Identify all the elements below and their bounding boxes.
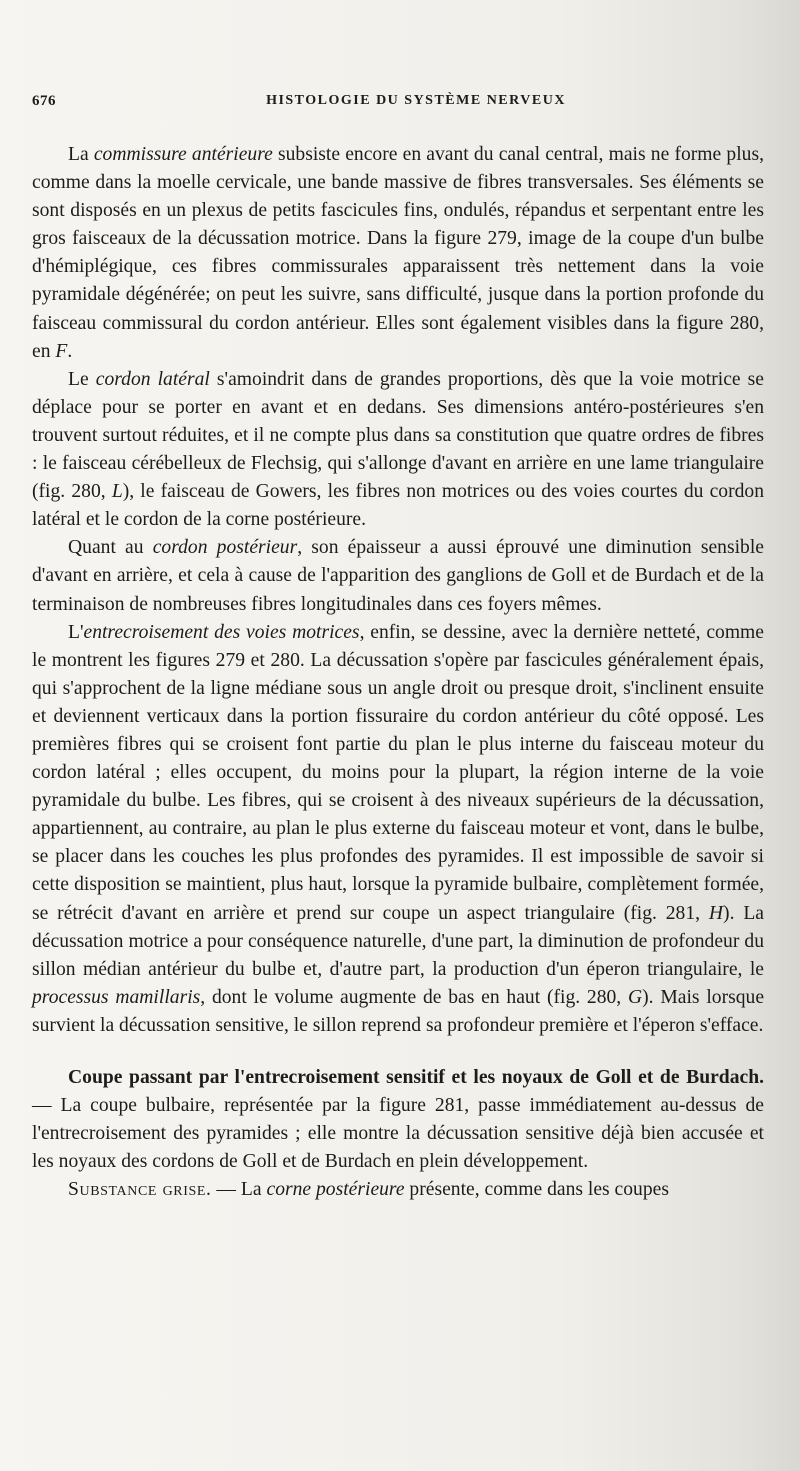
italic-text: processus mamillaris xyxy=(32,986,201,1008)
italic-text: corne postérieure xyxy=(266,1179,405,1201)
paragraph-cordon-lateral xyxy=(32,366,764,535)
text-run: L' xyxy=(68,621,84,643)
italic-text: H xyxy=(708,902,724,924)
text-run: s'amoindrit dans de grandes proportions, dès que la voie motrice se déplace pour se porter en avant et en dedans. Ses dimensions antéro-postérieures s'en trouvent surtout réduites, et il ne compte plus dans sa constitution que quatre ordres de fibres : le faisceau cérébelleux de Flechsig, qui s'allonge d'avant en arrière en une lame triangulaire (fig. 280, xyxy=(32,368,764,503)
italic-text: cordon postérieur xyxy=(152,537,298,559)
text-run: , son épaisseur a aussi éprouvé une diminution sensible d'avant en arrière, et cela à cause de l'apparition des ganglions de Goll et de Burdach et de la terminaison de nombreuses fibres longitudinales dans ces foyers mêmes. xyxy=(32,537,764,615)
paragraph-entrecroisement xyxy=(32,619,764,1040)
page-header xyxy=(32,93,760,115)
text-run: présente, comme dans les coupes xyxy=(404,1179,669,1201)
text-run: Le xyxy=(68,368,96,390)
italic-text: cordon latéral xyxy=(95,368,210,390)
text-run: — La xyxy=(211,1179,267,1201)
paragraph-coupe-sensitif xyxy=(32,1064,764,1176)
paragraph-substance-grise xyxy=(32,1176,764,1204)
body-text xyxy=(32,141,764,1204)
text-run: ). Mais lorsque survient la décussation sensitive, le sillon reprend sa profondeur première et l'éperon s'efface. xyxy=(32,986,765,1036)
italic-text: entrecroisement des voies motrices xyxy=(83,621,360,643)
text-run: ), le faisceau de Gowers, les fibres non motrices ou des voies courtes du cordon latéral et le cordon de la corne postérieure. xyxy=(32,481,764,531)
paragraph-cordon-posterieur xyxy=(32,534,764,618)
small-caps-heading: Substance grise. xyxy=(68,1179,212,1201)
text-run: , enfin, se dessine, avec la dernière netteté, comme le montrent les figures 279 et 280. La décussation s'opère par fascicules généralement épais, qui s'approchent de la ligne médiane sous un angle droit ou presque droit, s'inclinent ensuite et deviennent verticaux dans la portion fissuraire du cordon antérieur du côté opposé. Les premières fibres qui se croisent font partie du plan le plus interne du faisceau moteur du cordon latéral ; elles occupent, du moins pour la plupart, la région interne de la voie pyramidale du bulbe. Les fibres, qui se croisent à des niveaux supérieurs de la décussation, appartiennent, au contraire, au plan le plus externe du faisceau moteur et vont, dans le bulbe, se placer dans les couches les plus profondes des pyramides. Il est impossible de savoir si cette disposition se maintient, plus haut, lorsque la pyramide bulbaire, complètement formée, se rétrécit d'avant en arrière et prend sur coupe un aspect triangulaire (fig. 281, xyxy=(32,621,764,924)
text-run: — La coupe bulbaire, représentée par la figure 281, passe immédiatement au-dessus de l'entrecroisement des pyramides ; elle montre la décussation sensitive déjà bien accusée et les noyaux des cordons de Goll et de Burdach en plein développement. xyxy=(32,1095,764,1173)
text-run: , dont le volume augmente de bas en haut (fig. 280, xyxy=(200,986,628,1008)
page-number: 676 xyxy=(32,93,56,109)
text-run: . xyxy=(67,340,73,362)
bold-heading: Coupe passant par l'entrecroisement sensitif et les noyaux de Goll et de Burdach. xyxy=(68,1067,764,1088)
text-run: Quant au xyxy=(68,537,153,559)
paragraph-commissure xyxy=(32,141,764,366)
text-run: subsiste encore en avant du canal central, mais ne forme plus, comme dans la moelle cervicale, une bande massive de fibres transversales. Ses éléments se sont disposés en un plexus de petits fascicules fins, ondulés, répandus et serpentant entre les gros faisceaux de la décussation motrice. Dans la figure 279, image de la coupe d'un bulbe d'hémiplégique, ces fibres commissurales apparaissent très nettement dans la voie pyramidale dégénérée; on peut les suivre, sans difficulté, jusque dans la portion profonde du faisceau commissural du cordon antérieur. Elles sont également visibles dans la figure 280, en xyxy=(32,144,764,362)
text-run: ). La décussation motrice a pour conséquence naturelle, d'une part, la diminution de profondeur du sillon médian antérieur du bulbe et, d'autre part, la production d'un éperon triangulaire, le xyxy=(32,902,764,980)
italic-text: F xyxy=(55,340,68,362)
running-title: HISTOLOGIE DU SYSTÈME NERVEUX xyxy=(266,93,566,108)
italic-text: G xyxy=(628,986,643,1008)
text-run: La xyxy=(68,144,94,165)
italic-text: commissure antérieure xyxy=(93,144,273,165)
italic-text: L xyxy=(111,481,123,503)
